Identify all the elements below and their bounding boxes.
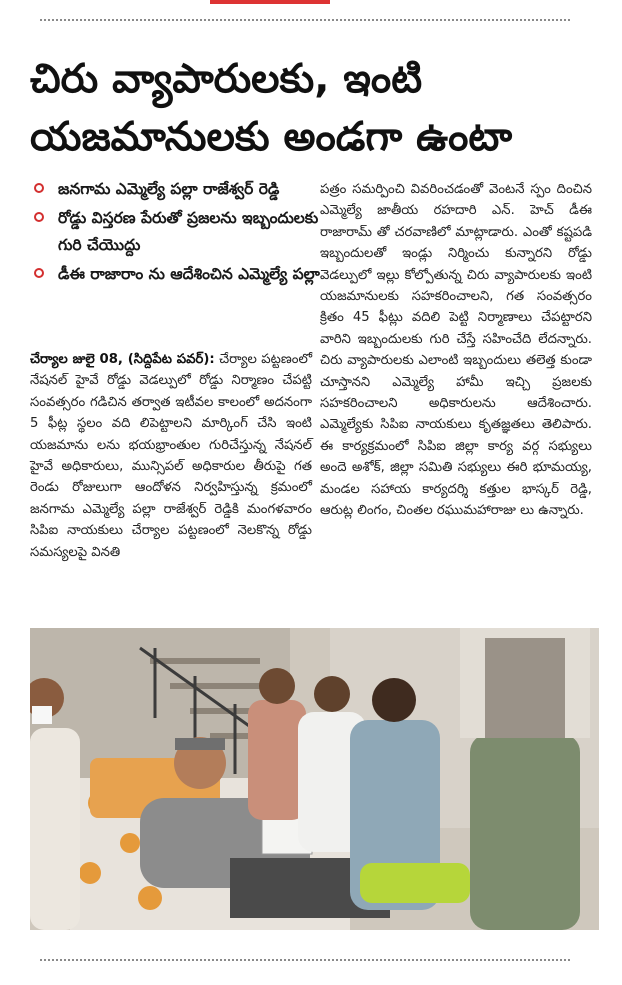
body-text-left: చేర్యాల పట్టణంలో నేషనల్ హైవే రోడ్డు వెడల్పులో రోడ్డు నిర్మాణం చేపట్టి సంవత్సరం గడిచిన తర్వాత ఇటీవల కాలంలో అదనంగా 5 ఫీట్ల స్థలం వది లిపెట్టాలని మార్కింగ్ చేసి ఇంటి యజమాను లను భయభ్రాంతుల గురిచేస్తున్న నేషనల్ హైవే అధికారులు, మున్సిపల్ అధికారుల తీరుపై గత రెండు రోజులుగా ఆందోళన నిర్వహిస్తున్న క్రమంలో జనగామ ఎమ్మెల్యే పల్లా రాజేశ్వర్ రెడ్డికి మంగళవారం సిపిఐ నాయకులు చేర్యాల పట్టణంలో నెలకొన్న రోడ్డు సమస్యలపై వినతి — [30, 352, 313, 560]
bottom-divider — [40, 959, 570, 961]
article-body-left-column — [30, 349, 312, 563]
headline — [30, 50, 595, 166]
news-photo-illustration — [30, 628, 599, 930]
headline-line-2: యజమానులకు అండగా ఉంటా — [30, 114, 513, 160]
bullet-circle-icon — [34, 183, 44, 193]
highlight-text: డీఈ రాజారాం ను ఆదేశించిన ఎమ్మెల్యే పల్లా — [58, 265, 320, 283]
highlight-item — [32, 205, 322, 259]
headline-line-1: చిరు వ్యాపారులకు, ఇంటి — [30, 56, 423, 102]
dateline: చేర్యాల జులై 08, (సిద్దిపేట పవర్): — [30, 352, 215, 367]
highlight-text: జనగామ ఎమ్మెల్యే పల్లా రాజేశ్వర్ రెడ్డి — [58, 180, 280, 198]
article-body-right-column — [320, 179, 592, 522]
highlights-list — [32, 176, 322, 290]
body-text-right: పత్రం సమర్పించి వివరించడంతో వెంటనే స్పం దించిన ఎమ్మెల్యే జాతీయ రహదారి ఎన్. హెచ్ డీఈ రాజారామ్ తో చరవాణిలో మాట్లాడారు. ఎంతో కష్టపడి ఇబ్బందులతో ఇండ్లు నిర్మించు కున్నారని రోడ్డు వెడల్పులో ఇల్లు కోల్పోతున్న చిరు వ్యాపారులకు ఇంటి యజమానులకు సహకరించాలని, గత సంవత్సరం క్రితం 45 ఫీట్లు వదిలి పెట్టి నిర్మాణాలు చేపట్టారని వారిని ఇబ్బందులకు గురి చేస్తే సహించేది లేదన్నారు. చిరు వ్యాపారులకు ఎలాంటి ఇబ్బందులు తలెత్త కుండా చూస్తానని ఎమ్మెల్యే హామీ ఇచ్చి ప్రజలకు సహకరించాలని అధికారులను ఆదేశించారు. ఎమ్మెల్యేకు సిపిఐ నాయకులు కృతజ్ఞతలు తెలిపారు. ఈ కార్యక్రమంలో సిపిఐ జిల్లా కార్య వర్గ సభ్యులు అందె అశోక్, జిల్లా సమితి సభ్యులు ఈరి భూమయ్య, మండల సహాయ కార్యదర్శి కత్తుల భాస్కర్ రెడ్డి, ఆరుట్ల లింగం, చింతల రఘుమహారాజు లు ఉన్నారు. — [320, 182, 592, 519]
bullet-circle-icon — [34, 212, 44, 222]
bullet-circle-icon — [34, 268, 44, 278]
highlight-item — [32, 176, 322, 203]
top-accent-bar — [210, 0, 330, 4]
top-divider — [40, 19, 570, 21]
news-photo — [30, 628, 599, 930]
highlight-item — [32, 261, 322, 288]
highlight-text: రోడ్డు విస్తరణ పేరుతో ప్రజలను ఇబ్బందులకు గురి చేయొద్దు — [58, 209, 319, 254]
